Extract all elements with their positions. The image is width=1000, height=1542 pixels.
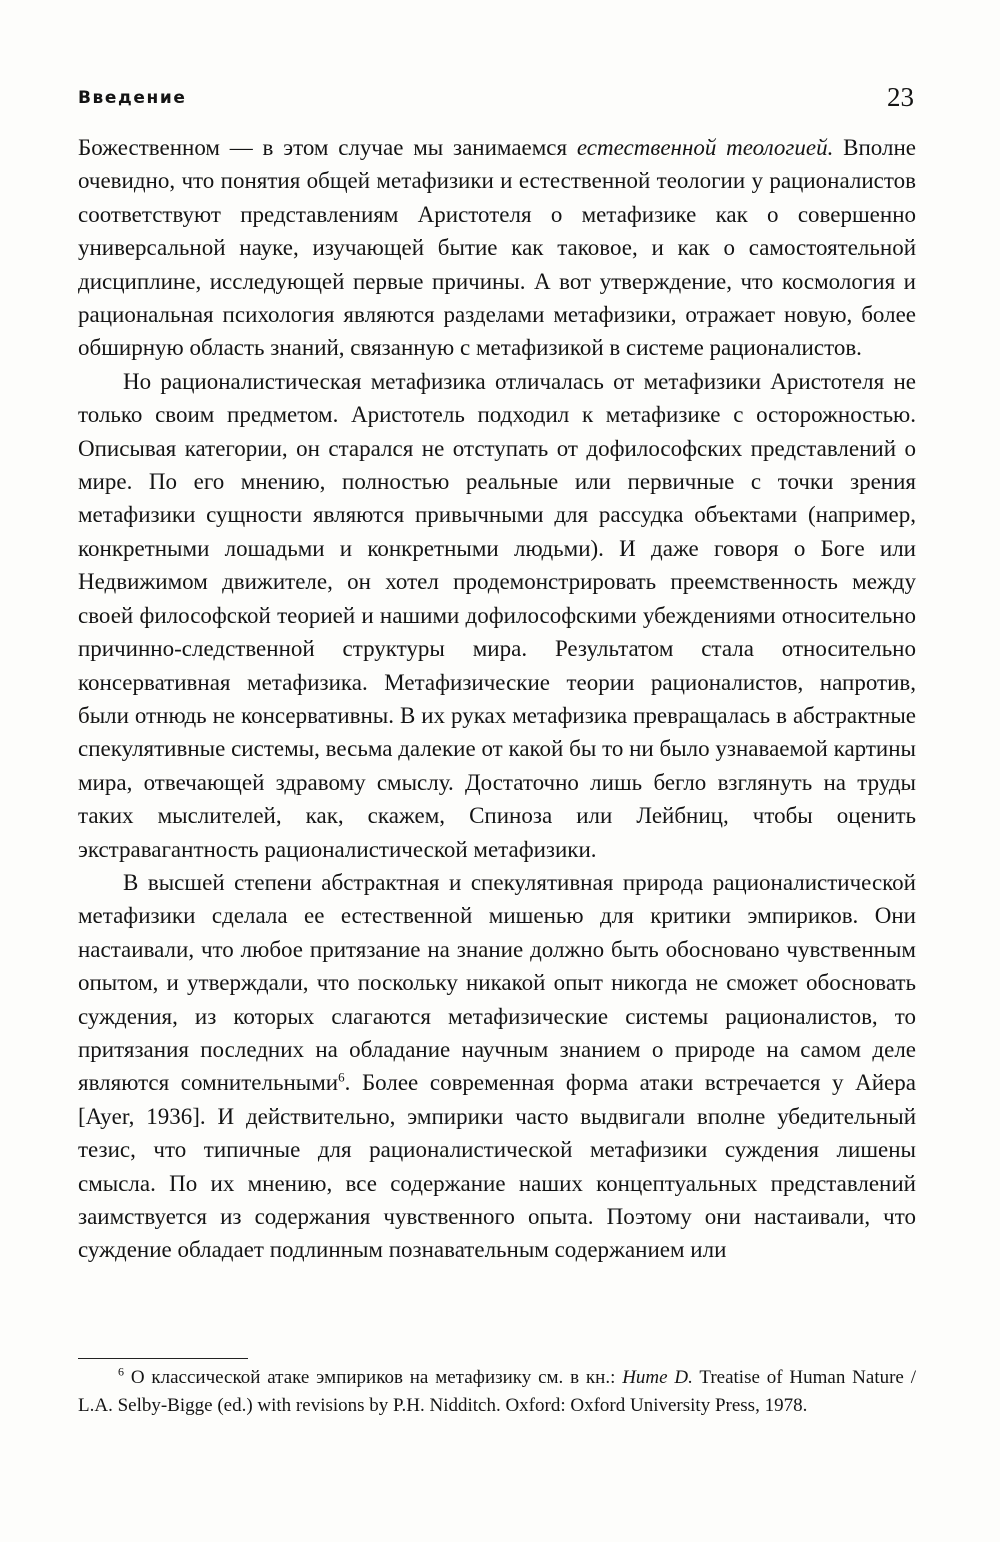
- body-text: [78, 131, 916, 1267]
- footnote-reference[interactable]: 6: [338, 1069, 345, 1085]
- paragraph-1-rest: Вполне очевидно, что понятия общей метафизики и естественной теологии у рационалистов соответствуют представлениям Аристотеля о метафизике как о совершенно универсальной науке, изучающей бытие как таковое, и как о самостоятельной дисциплине, исследующей первые причины. А вот утверждение, что космология и рациональная психология являются разделами метафизики, отражает новую, более обширную область знаний, связанную с метафизикой в системе рационалистов.: [78, 135, 916, 361]
- paragraph-1: [78, 131, 916, 365]
- footnote-number: 6: [118, 1364, 124, 1379]
- page-number: 23: [887, 82, 914, 112]
- paragraph-2: Но рационалистическая метафизика отличалась от метафизики Аристотеля не только своим предметом. Аристотель подходил к метафизике с осторожностью. Описывая категории, он старался не отступать от дофилософских представлений о мире. По его мнению, полностью реальные или первичные с точки зрения метафизики сущности являются привычными для рассудка объектами (например, конкретными лошадьми и конкретными людьми). И даже говоря о Боге или Недвижимом движителе, он хотел продемонстрировать преемственность между своей философской теорией и нашими дофилософскими убеждениями относительно причинно-следственной структуры мира. Результатом стала относительно консервативная метафизика. Метафизические теории рационалистов, напротив, были отнюдь не консервативны. В их руках метафизика превращалась в абстрактные спекулятивные системы, весьма далекие от какой бы то ни было узнаваемой картины мира, отвечающей здравому смыслу. Достаточно лишь бегло взглянуть на труды таких мыслителей, как, скажем, Спиноза или Лейбниц, чтобы оценить экстравагантность рационалистической метафизики.: [78, 368, 916, 862]
- footnote-divider: [78, 1358, 248, 1359]
- footnote: [78, 1364, 916, 1419]
- footnote-author: Hume D.: [622, 1367, 693, 1388]
- paragraph-3: [78, 866, 916, 1267]
- paragraph-3-part-a: В высшей степени абстрактная и спекулятивная природа рационалистической метафизики сделала ее естественной мишенью для критики эмпириков. Они настаивали, что любое притязание на знание должно быть обосновано чувственным опытом, и утверждали, что поскольку никакой опыт никогда не сможет обосновать суждения, из которых слагаются метафизические системы рационалистов, то притязания последних на обладание научным знанием о природе на самом деле являются сомнительными: [78, 869, 916, 1096]
- footnote-text: [78, 1364, 916, 1419]
- paragraph-1-start: Божественном — в этом случае мы занимаемся: [78, 135, 577, 160]
- italic-term: естественной теологией.: [576, 135, 834, 160]
- footnote-text-a: О классической атаке эмпириков на метафизику см. в кн.:: [124, 1367, 623, 1388]
- paragraph-3-part-b: . Более современная форма атаки встречается у Айера [Ayer, 1936]. И действительно, эмпирики часто выдвигали вполне убедительный тезис, что типичные для рационалистической метафизики суждения лишены смысла. По их мнению, все содержание наших концептуальных представлений заимствуется из содержания чувственного опыта. Поэтому они настаивали, что суждение обладает подлинным познавательным содержанием или: [78, 1070, 916, 1263]
- section-title: Введение: [78, 88, 187, 108]
- footnote-text-b: Treatise of Human Nature / L.A. Selby-Bigge (ed.) with revisions by P.H. Nidditch. Oxford: Oxford University Press, 1978.: [78, 1367, 916, 1416]
- running-head: [78, 82, 916, 116]
